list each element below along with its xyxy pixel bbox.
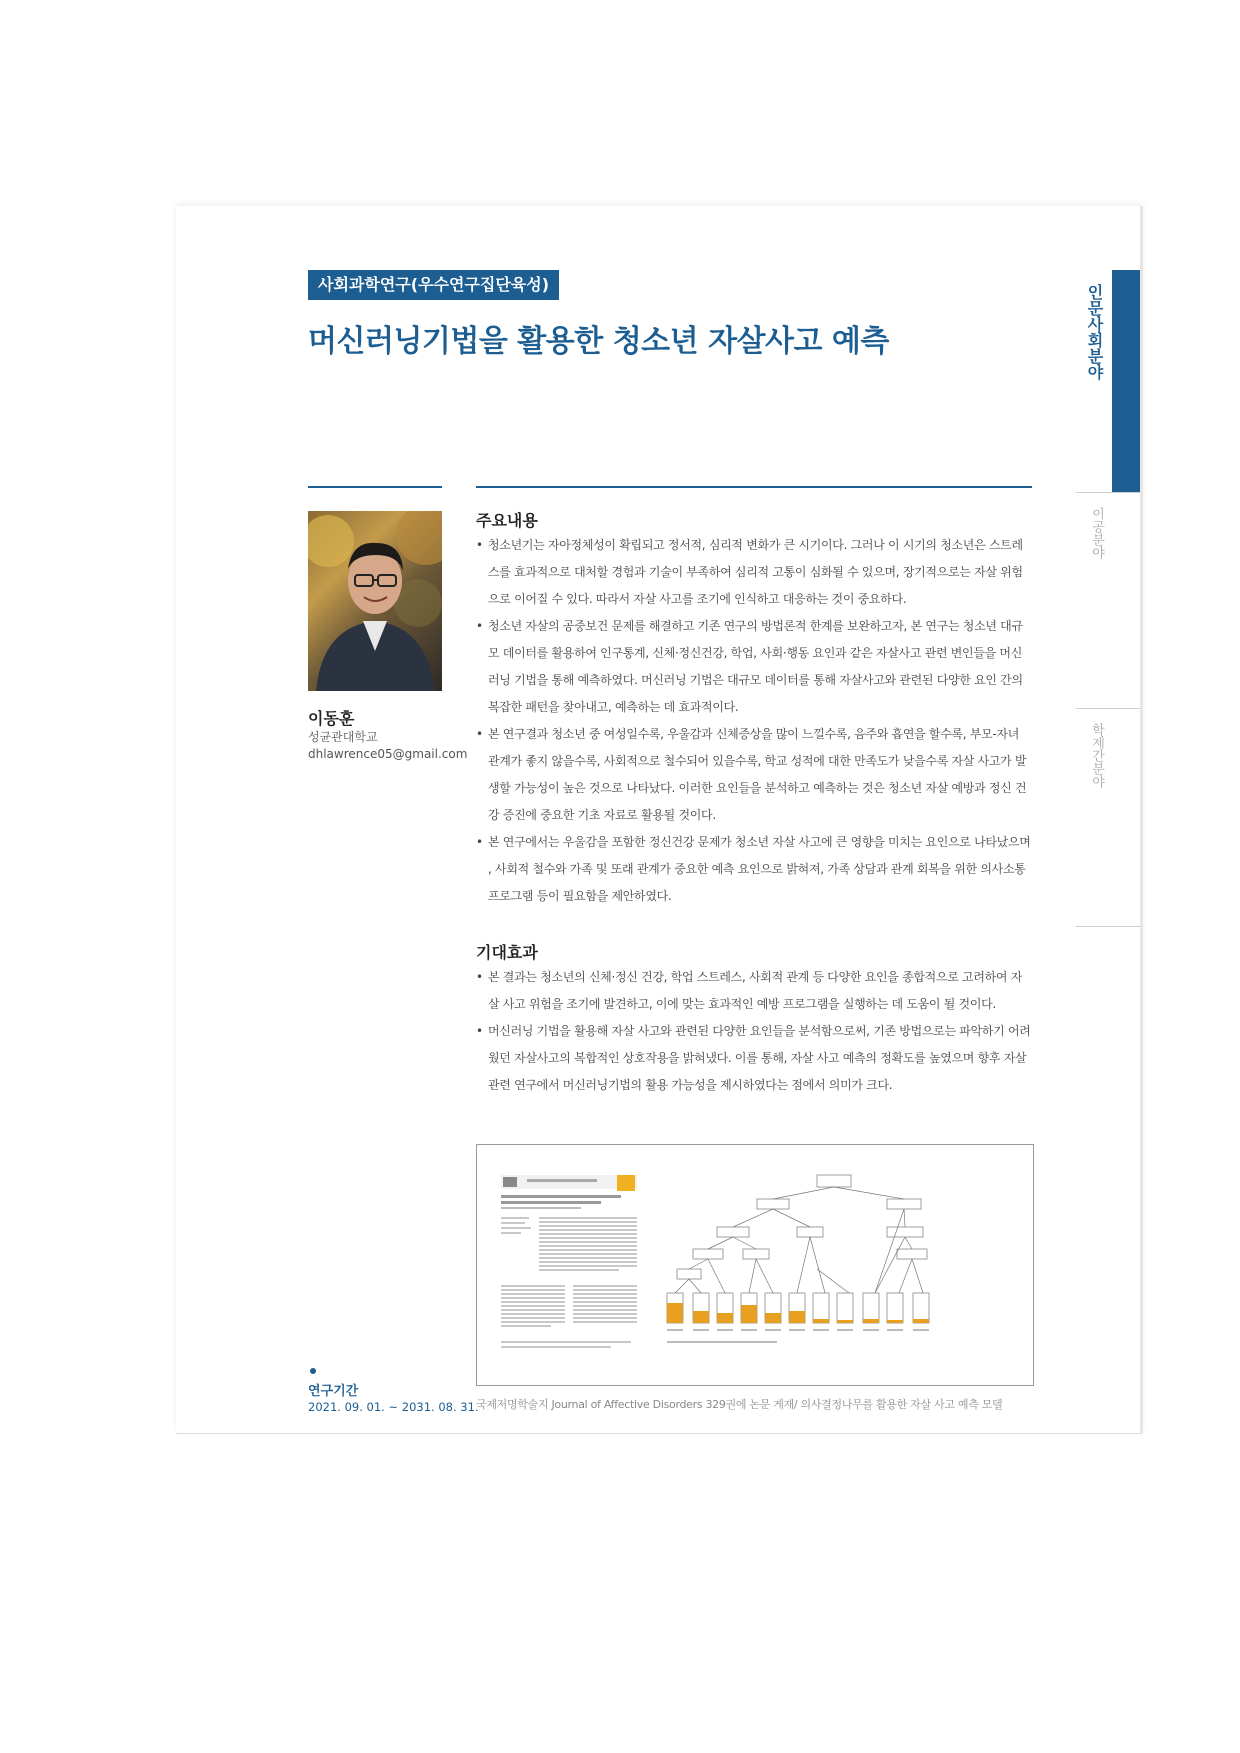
list-item: • 청소년기는 자아정체성이 확립되고 정서적, 심리적 변화가 큰 시기이다. 그러나 이 시기의 청소년은 스트레스를 효과적으로 대처할 경험과 기술이 부족하여 심리적 고통이 심화될 수 있으며, 장기적으로는 자살 위험으로 이어질 수 있다. 따라서 자살 사고를 조기에 인식하고 대응하는 것이 중요하다. bbox=[476, 532, 1032, 613]
main-content-heading: 주요내용 bbox=[476, 511, 538, 530]
research-period-label: 연구기간 bbox=[308, 1384, 359, 1399]
category-label: 사회과학연구(우수연구집단육성) bbox=[308, 270, 559, 300]
side-tab-science[interactable] bbox=[1076, 492, 1140, 709]
figure-image bbox=[476, 1144, 1034, 1386]
side-tab-label: 인문사회분야 bbox=[1085, 284, 1104, 380]
list-item: • 본 연구결과 청소년 중 여성일수록, 우울감과 신체증상을 많이 느낄수록, 음주와 흡연을 할수록, 부모-자녀 관계가 좋지 않을수록, 사회적으로 철수되어 있을수록, 학교 성적에 대한 만족도가 낮을수록 자살 사고가 발생할 가능성이 높은 것으로 나타났다. 이러한 요인들을 분석하고 예측하는 것은 청소년 자살 예방과 정신 건강 증진에 중요한 기초 자료로 활용될 것이다. bbox=[476, 721, 1032, 829]
side-tab-label: 이공분야 bbox=[1089, 507, 1104, 559]
list-item: • 머신러닝 기법을 활용해 자살 사고와 관련된 다양한 요인들을 분석함으로써, 기존 방법으로는 파악하기 어려웠던 자살사고의 복합적인 상호작용을 밝혀냈다. 이를 통해, 자살 사고 예측의 정확도를 높였으며 향후 자살 관련 연구에서 머신러닝기법의 활용 가능성을 제시하였다는 점에서 의미가 크다. bbox=[476, 1018, 1032, 1099]
main-content-list bbox=[476, 532, 1032, 910]
tree-leaf-bars bbox=[667, 1293, 929, 1343]
list-item: • 본 결과는 청소년의 신체·정신 건강, 학업 스트레스, 사회적 관계 등 다양한 요인을 종합적으로 고려하여 자살 사고 위험을 조기에 발견하고, 이에 맞는 효과적인 예방 프로그램을 실행하는 데 도움이 될 것이다. bbox=[476, 964, 1032, 1018]
research-period-value: 2021. 09. 01. ~ 2031. 08. 31. bbox=[308, 1400, 479, 1414]
author-name: 이동훈 bbox=[308, 709, 355, 728]
expected-effects-list bbox=[476, 964, 1032, 1099]
decision-tree-diagram bbox=[675, 1175, 927, 1293]
author-rule bbox=[308, 486, 442, 488]
content-rule bbox=[476, 486, 1032, 488]
author-email[interactable]: dhlawrence05@gmail.com bbox=[308, 747, 468, 761]
side-tab-interdisciplinary[interactable] bbox=[1076, 708, 1140, 927]
side-tab-divider bbox=[1076, 926, 1140, 928]
author-affiliation: 성균관대학교 bbox=[308, 730, 378, 744]
paper-thumbnail bbox=[501, 1175, 637, 1348]
side-tab-label: 학제간분야 bbox=[1089, 723, 1104, 788]
author-photo bbox=[308, 511, 442, 691]
page bbox=[176, 206, 1143, 1434]
period-bullet-icon bbox=[310, 1368, 316, 1374]
side-tab-indicator bbox=[1112, 270, 1140, 492]
list-item: • 본 연구에서는 우울감을 포함한 정신건강 문제가 청소년 자살 사고에 큰 영향을 미치는 요인으로 나타났으며 , 사회적 철수와 가족 및 또래 관계가 중요한 예측 요인으로 밝혀져, 가족 상담과 관계 회복을 위한 의사소통 프로그램 등이 필요함을 제안하였다. bbox=[476, 829, 1032, 910]
page-bottom-rule bbox=[176, 1433, 1140, 1434]
expected-effects-heading: 기대효과 bbox=[476, 943, 538, 962]
side-tab-humanities[interactable] bbox=[1076, 270, 1140, 492]
figure-caption: 국제저명학술지 Journal of Affective Disorders 329권에 논문 게재/ 의사결정나무를 활용한 자살 사고 예측 모델 bbox=[476, 1398, 1003, 1411]
page-title: 머신러닝기법을 활용한 청소년 자살사고 예측 bbox=[308, 324, 889, 359]
list-item: • 청소년 자살의 공중보건 문제를 해결하고 기존 연구의 방법론적 한계를 보완하고자, 본 연구는 청소년 대규모 데이터를 활용하여 인구통계, 신체·정신건강, 학업, 사회·행동 요인과 같은 자살사고 관련 변인들을 머신러닝 기법을 통해 예측하였다. 머신러닝 기법은 대규모 데이터를 통해 자살사고와 관련된 다양한 요인 간의 복잡한 패턴을 찾아내고, 예측하는 데 효과적이다. bbox=[476, 613, 1032, 721]
